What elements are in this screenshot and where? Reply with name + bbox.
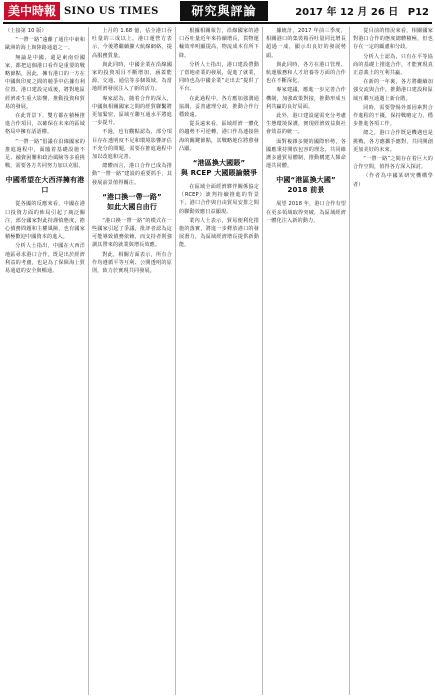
paragraph: 此外，港口建設還需充分考慮生態環境保護，實現經濟效益與社會效益的統一。 — [266, 113, 346, 136]
headline-line-1: “港區換大國賬” — [192, 159, 246, 168]
column-divider — [262, 27, 263, 695]
paragraph: 從長遠來看，區域經濟一體化的趨勢不可逆轉，港口作為連接陸海的關鍵節點，其戰略地位將愈發凸顯。 — [179, 121, 259, 152]
paragraph: 業內人士表示，貿易便利化措施的落實，將進一步釋放港口的發展潛力，為區域經濟增長提供新動能。 — [179, 217, 259, 249]
paragraph: 根據相關報告，沿線國家的港口吞吐量近年來持續增長，貨物運輸效率明顯提高，物流成本有所下降。 — [179, 28, 259, 59]
paragraph: 專家認為，隨着合作的深入，中國與相關國家之間的經貿聯繫將更加緊密，區域互聯互通水平將進一步提升。 — [92, 95, 172, 127]
paragraph: “一帶一路”遠離了通往中東和歐洲的海上與陸路通道之一。 — [5, 37, 85, 52]
headline-line-1: “港口換一帶一路” — [102, 192, 162, 201]
column-divider — [349, 27, 350, 695]
column-divider — [175, 27, 176, 695]
paragraph: 總之，港口合作既是機遇也是挑戰，各方應攜手應對，共同開創更加美好的未來。 — [353, 130, 433, 153]
column-3 — [179, 27, 259, 695]
headline-line-2: 如此大國自由行 — [106, 202, 158, 211]
paragraph: 分析人士認為，只有在平等協商的基礎上推進合作，才能實現真正意義上的互利共贏。 — [353, 53, 433, 77]
paragraph: “港口換一帶一路”的模式在一些國家引起了爭議，批評者認為這可能導致債務依賴，而支持者則強調其帶來的就業與增長效應。 — [92, 217, 172, 249]
paragraph: 在此背景下，雙方都在積極推進合作項目，以確保在未來的區域格局中擁有話語權。 — [5, 113, 85, 136]
paragraph: 分析人士指出，港口建設帶動了當地產業的發展，促進了就業，同時也為中國企業“走出去”提供了平台。 — [179, 61, 259, 93]
paragraph: 上月的 1.68 億，佔全港口吞吐量的三成以上。港口運營方表示，今後將繼續擴大航線網絡，提高服務質量。 — [92, 28, 172, 59]
paragraph: “一帶一路”之間存在着巨大的合作空間，值得各方深入探討。 — [353, 156, 433, 171]
dateline — [289, 3, 429, 18]
headline-line-2: 與 RCEP 大國賬論競爭 — [180, 169, 258, 178]
paragraph: 展望 2018 年，港口合作有望在更多領域取得突破，為區域經濟一體化注入新的動力。 — [266, 201, 346, 224]
column-1 — [5, 27, 85, 695]
section-title: 研究與評論 — [180, 1, 268, 21]
page-number: P12 — [407, 7, 429, 18]
paragraph: 分析人士指出，中國在大西洋地區尋求港口合作，既是出於經濟利益的考慮，也是為了保障海上貿易通道的安全與暢通。 — [5, 243, 85, 275]
logo-english: SINO US TIMES — [64, 5, 159, 17]
paragraph: 專家建議，應進一步完善合作機制，加強政策對接，推動形成互利共贏的良好局面。 — [266, 87, 346, 110]
subheading: 中國希望在大西洋擁有港口 — [5, 176, 85, 195]
paragraph: 從各國的反應來看，中國在港口投資方面的佈局引起了廣泛關注，部分國家對此持謹慎態度，擔心債務問題和主權風險，也有國家積極歡迎中國資本的進入。 — [5, 201, 85, 241]
column-divider — [88, 27, 89, 695]
paragraph: 在區域全面經濟夥伴關係協定（RCEP）談判持續推進的背景下，港口合作與自由貿易安排之間的聯動效應日益顯現。 — [179, 184, 259, 215]
column-5 — [353, 27, 433, 695]
author-note: （作者為中國某研究機構學者） — [353, 173, 433, 188]
newspaper-logo — [4, 2, 159, 20]
headline-line-2: 2018 前景 — [287, 186, 325, 195]
paragraph: 面對複雜多變的國際形勢，各國應秉持開放包容的理念，共同維護多邊貿易體制，推動構建人類命運共同體。 — [266, 138, 346, 170]
column-4 — [266, 27, 346, 695]
paragraph: 同時，需要警惕外部因素對合作進程的干擾，保持戰略定力，穩步推進各項工作。 — [353, 104, 433, 128]
issue-date: 2017 年 12 月 26 日 — [295, 7, 399, 18]
paragraph: 在新的一年裏，各方將繼續加強交流與合作，推動港口建設和區域互聯互通邁上新台階。 — [353, 79, 433, 102]
section-headline — [179, 158, 259, 178]
header-rule — [3, 22, 432, 24]
section-headline — [92, 192, 172, 212]
masthead — [0, 0, 435, 22]
column-2 — [92, 27, 172, 695]
section-headline — [266, 175, 346, 195]
paragraph: 不過，也有觀點認為，部分項目存在透明度不足和環境影響評估不充分的問題，需要在推進過程中加以改進和完善。 — [92, 129, 172, 161]
paragraph: “一帶一路”倡議在沿線國家的推進過程中，面臨着基礎設施不足、融資困難和政治風險等多重挑戰，需要各方共同努力加以克服。 — [5, 138, 85, 170]
logo-chinese: 美中時報 — [4, 2, 60, 20]
paragraph: 與此同時，中國企業在沿線國家的投資項目不斷增加，涵蓋能源、交通、通信等多個領域，為當地經濟發展注入了新的活力。 — [92, 61, 172, 93]
headline-line-1: 中國“港區換大國” — [276, 176, 336, 185]
paragraph: 對此，相關方面表示，所有合作均遵循平等互利、公開透明的原則，致力於實現共同發展。 — [92, 251, 172, 275]
paragraph: 總體而言，港口合作已成為推動“一帶一路”建設的重要抓手，其發展前景值得關注。 — [92, 163, 172, 186]
paragraph: 在此過程中，各方應加強溝通協調，妥善處理分歧，推動合作行穩致遠。 — [179, 95, 259, 119]
paragraph: 據統計，2017 年前三季度，相關港口的集裝箱吞吐量同比增長超過一成，顯示出良好的發展勢頭。 — [266, 28, 346, 59]
paragraph: 與此同時，各方在港口管理、航運服務和人才培養等方面的合作也在不斷深化。 — [266, 61, 346, 85]
article-body — [5, 27, 432, 695]
paragraph: 無論是中國，還是東南亞國家，都把這個港口看作是重要的戰略節點，因此，擁有港口的一方在中國與印度之間的競爭中佔據有利位置。港口建設完成後，將對地區經濟產生重大影響，推動投資和貿易的發展。 — [5, 54, 85, 110]
continued-note: （上接第 10 版） — [5, 28, 47, 34]
paragraph: 從目前的情況來看，相關國家對港口合作的態度總體積極，但也存在一定的顧慮和分歧。 — [353, 28, 433, 51]
